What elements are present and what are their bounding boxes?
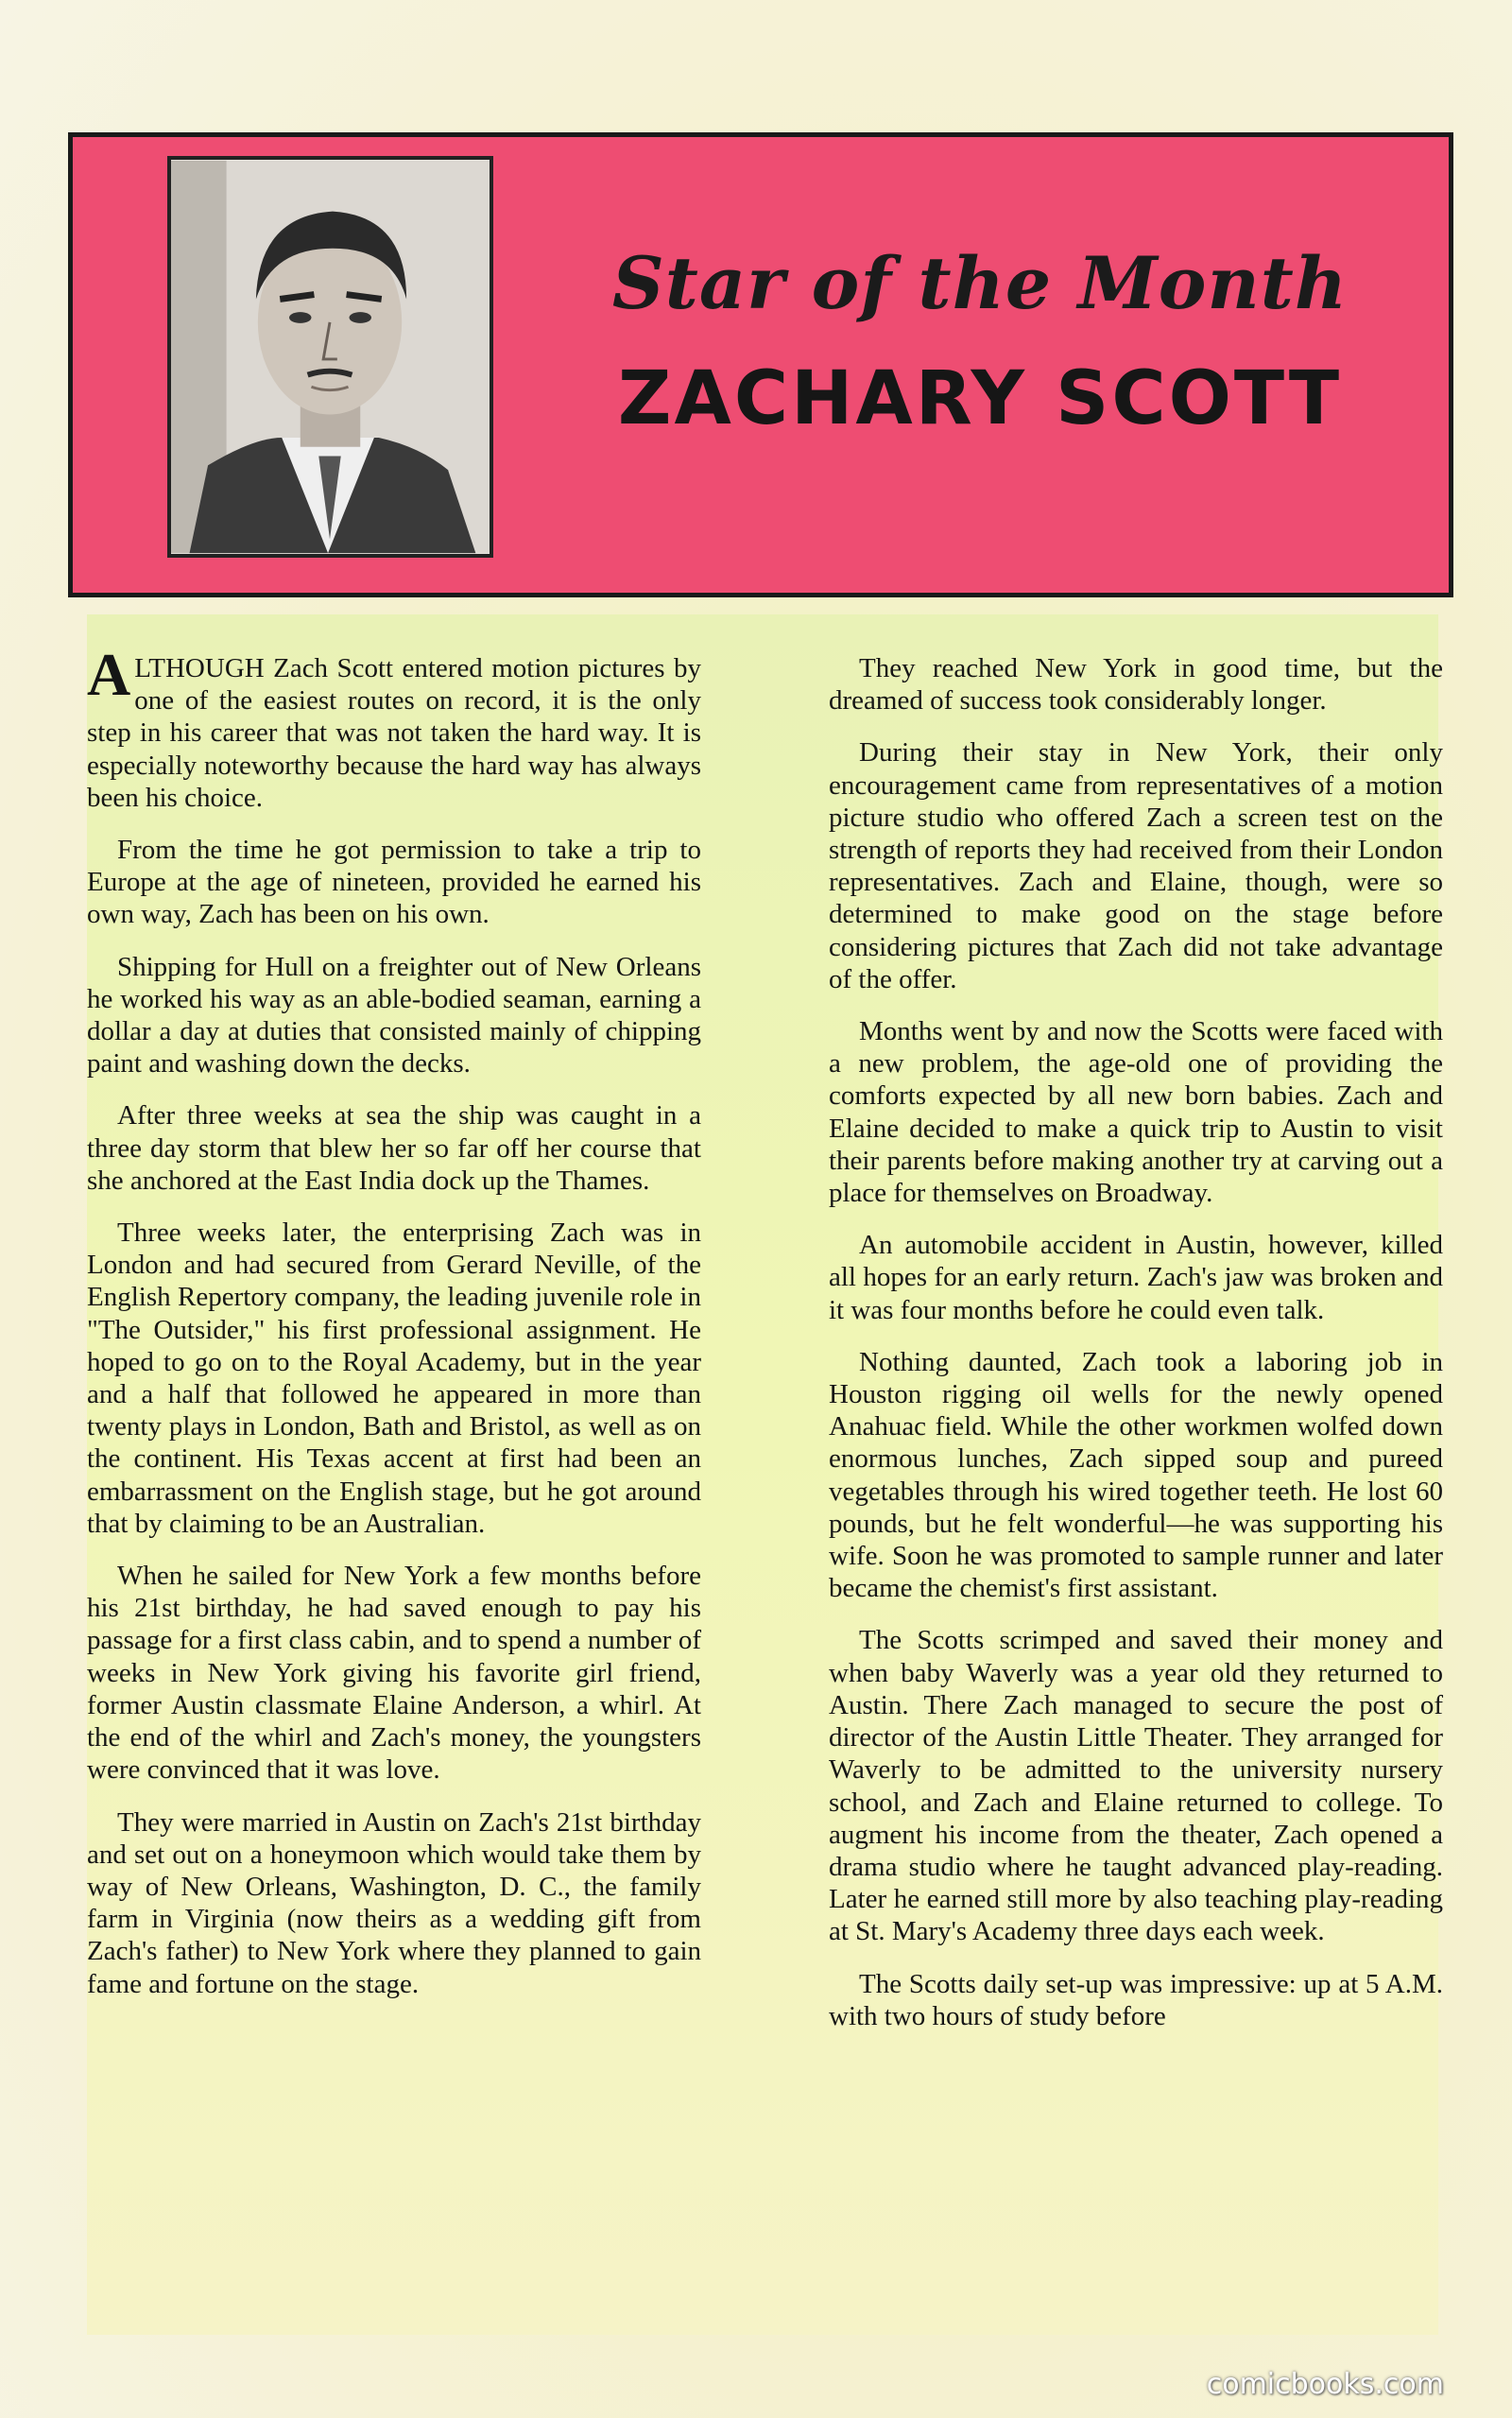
article-paragraph: An automobile accident in Austin, however, killed all hopes for an early return. Zach's jaw was broken and it was four months before he could even talk.: [829, 1230, 1443, 1325]
article-paragraph: After three weeks at sea the ship was caught in a three day storm that blew her so far off her course that she anchored at the East India dock up the Thames.: [87, 1100, 701, 1196]
article-paragraph: When he sailed for New York a few months before his 21st birthday, he had saved enough to pay his passage for a first class cabin, and to spend a number of weeks in New York giving his favorite girl friend, former Austin classmate Elaine Anderson, a whirl. At the end of the whirl and Zach's money, the youngsters were convinced that it was love.: [87, 1561, 701, 1786]
article-paragraph: During their stay in New York, their only encouragement came from representatives of a motion picture studio who offered Zach a screen test on the strength of reports they had received from their London representatives. Zach and Elaine, though, were so determined to make good on the stage before considering pictures that Zach did not take advantage of the offer.: [829, 737, 1443, 994]
article-paragraph: [87, 641, 701, 814]
article-paragraph: They reached New York in good time, but the dreamed of success took considerably longer.: [829, 653, 1443, 717]
portrait-illustration: [171, 160, 490, 554]
article-paragraph: The Scotts daily set-up was impressive: up at 5 A.M. with two hours of study before: [829, 1968, 1443, 2031]
star-name-heading: ZACHARY SCOTT: [617, 356, 1343, 441]
article-left-column: [87, 641, 701, 2020]
article-paragraph: Months went by and now the Scotts were faced with a new problem, the age-old one of providing the comforts expected by all new born babies. Zach and Elaine decided to make a quick trip to Austin to visit their parents before making another try at carving out a place for themselves on Broadway.: [829, 1016, 1443, 1209]
drop-cap: A: [87, 641, 131, 708]
article-right-column: [829, 652, 1443, 2052]
site-watermark: comicbooks.com: [1206, 2368, 1444, 2401]
paragraph-text: LTHOUGH Zach Scott entered motion pictures by one of the easiest routes on record, it is the only step in his career that was not taken the hard way. It is especially noteworthy because the hard way has always been his choice.: [87, 653, 701, 813]
star-of-month-title: Star of the Month: [611, 241, 1349, 325]
article-paragraph: They were married in Austin on Zach's 21st birthday and set out on a honeymoon which would take them by way of New Orleans, Washington, D. C., the family farm in Virginia (now theirs as a wedding gift from Zach's father) to New York where they planned to gain fame and fortune on the stage.: [87, 1806, 701, 1999]
article-paragraph: Nothing daunted, Zach took a laboring job in Houston rigging oil wells for the newly opened Anahuac field. While the other workmen wolfed down enormous lunches, Zach sipped soup and pureed vegetables through his wired together teeth. He lost 60 pounds, but he felt wonderful—he was supporting his wife. Soon he was promoted to sample runner and later became the chemist's first assistant.: [829, 1346, 1443, 1604]
portrait-photo: [167, 156, 493, 558]
article-paragraph: From the time he got permission to take a trip to Europe at the age of nineteen, provided he earned his own way, Zach has been on his own.: [87, 835, 701, 930]
article-paragraph: Shipping for Hull on a freighter out of New Orleans he worked his way as an able-bodied seaman, earning a dollar a day at duties that consisted mainly of chipping paint and washing down the decks.: [87, 951, 701, 1079]
article-body: [87, 614, 1443, 2335]
article-paragraph: The Scotts scrimped and saved their money and when baby Waverly was a year old they returned to Austin. There Zach managed to secure the post of director of the Austin Little Theater. They arranged for Waverly to be admitted to the university nursery school, and Zach and Elaine returned to college. To augment his income from the theater, Zach opened a drama studio where he taught advanced play-reading. Later he earned still more by also teaching play-reading at St. Mary's Academy three days each week.: [829, 1625, 1443, 1947]
star-of-month-header: [68, 132, 1453, 597]
article-paragraph: Three weeks later, the enterprising Zach was in London and had secured from Gerard Neville, of the English Repertory company, the leading juvenile role in "The Outsider," his first professional assignment. He hoped to go on to the Royal Academy, but in the year and a half that followed he appeared in more than twenty plays in London, Bath and Bristol, as well as on the continent. His Texas accent at first had been an embarrassment on the English stage, but he got around that by claiming to be an Australian.: [87, 1218, 701, 1539]
